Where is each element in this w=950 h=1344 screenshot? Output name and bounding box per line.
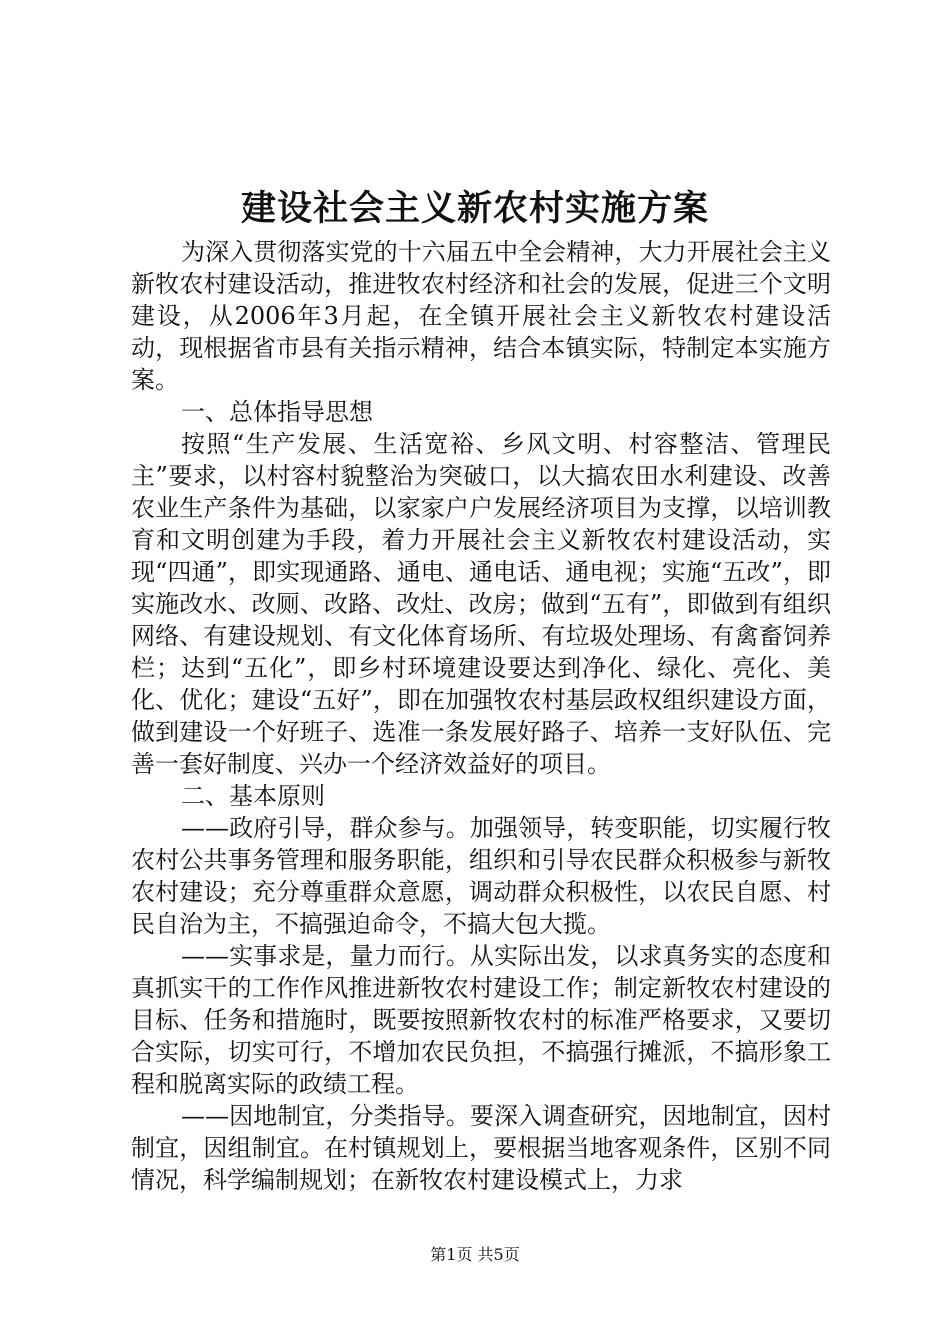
section-heading-basic-principles: 二、基本原则	[181, 782, 325, 810]
page-footer: 第1页 共5页	[430, 1245, 520, 1264]
paragraph-principle-government-guidance: ——政府引导，群众参与。加强领导，转变职能，切实履行牧农村公共事务管理和服务职能，组织和引导农民群众积极参与新牧农村建设；充分尊重群众意愿，调动群众积极性，以农民自愿、村民自治为主，不搞强迫命令，不搞大包大揽。	[131, 814, 831, 938]
section-heading-guiding-thought: 一、总体指导思想	[181, 398, 373, 426]
document-title: 建设社会主义新农村实施方案	[240, 189, 709, 229]
paragraph-guiding-thought: 按照“生产发展、生活宽裕、乡风文明、村容整洁、管理民主”要求，以村容村貌整治为突破口，以大搞农田水利建设、改善农业生产条件为基础，以家家户户发展经济项目为支撑，以培训教育和文明创建为手段，着力开展社会主义新牧农村建设活动，实现“四通”，即实现通路、通电、通电话、通电视；实施“五改”，即实施改水、改厕、改路、改灶、改房；做到“五有”，即做到有组织网络、有建设规划、有文化体育场所、有垃圾处理场、有禽畜饲养栏；达到“五化”，即乡村环境建设要达到净化、绿化、亮化、美化、优化；建设“五好”，即在加强牧农村基层政权组织建设方面，做到建设一个好班子、选准一条发展好路子、培养一支好队伍、完善一套好制度、兴办一个经济效益好的项目。	[131, 430, 831, 778]
paragraph-principle-practical: ——实事求是，量力而行。从实际出发，以求真务实的态度和真抓实干的工作作风推进新牧农村建设工作；制定新牧农村建设的目标、任务和措施时，既要按照新牧农村的标准严格要求，又要切合实际，切实可行，不增加农民负担，不搞强行摊派，不搞形象工程和脱离实际的政绩工程。	[131, 942, 831, 1098]
paragraph-principle-local-conditions: ——因地制宜，分类指导。要深入调查研究，因地制宜，因村制宜，因组制宜。在村镇规划上，要根据当地客观条件，区别不同情况，科学编制规划；在新牧农村建设模式上，力求	[131, 1102, 831, 1194]
paragraph-intro: 为深入贯彻落实党的十六届五中全会精神，大力开展社会主义新牧农村建设活动，推进牧农村经济和社会的发展，促进三个文明建设，从2006年3月起，在全镇开展社会主义新牧农村建设活动，现根据省市县有关指示精神，结合本镇实际，特制定本实施方案。	[131, 238, 831, 394]
document-body	[131, 236, 831, 1196]
